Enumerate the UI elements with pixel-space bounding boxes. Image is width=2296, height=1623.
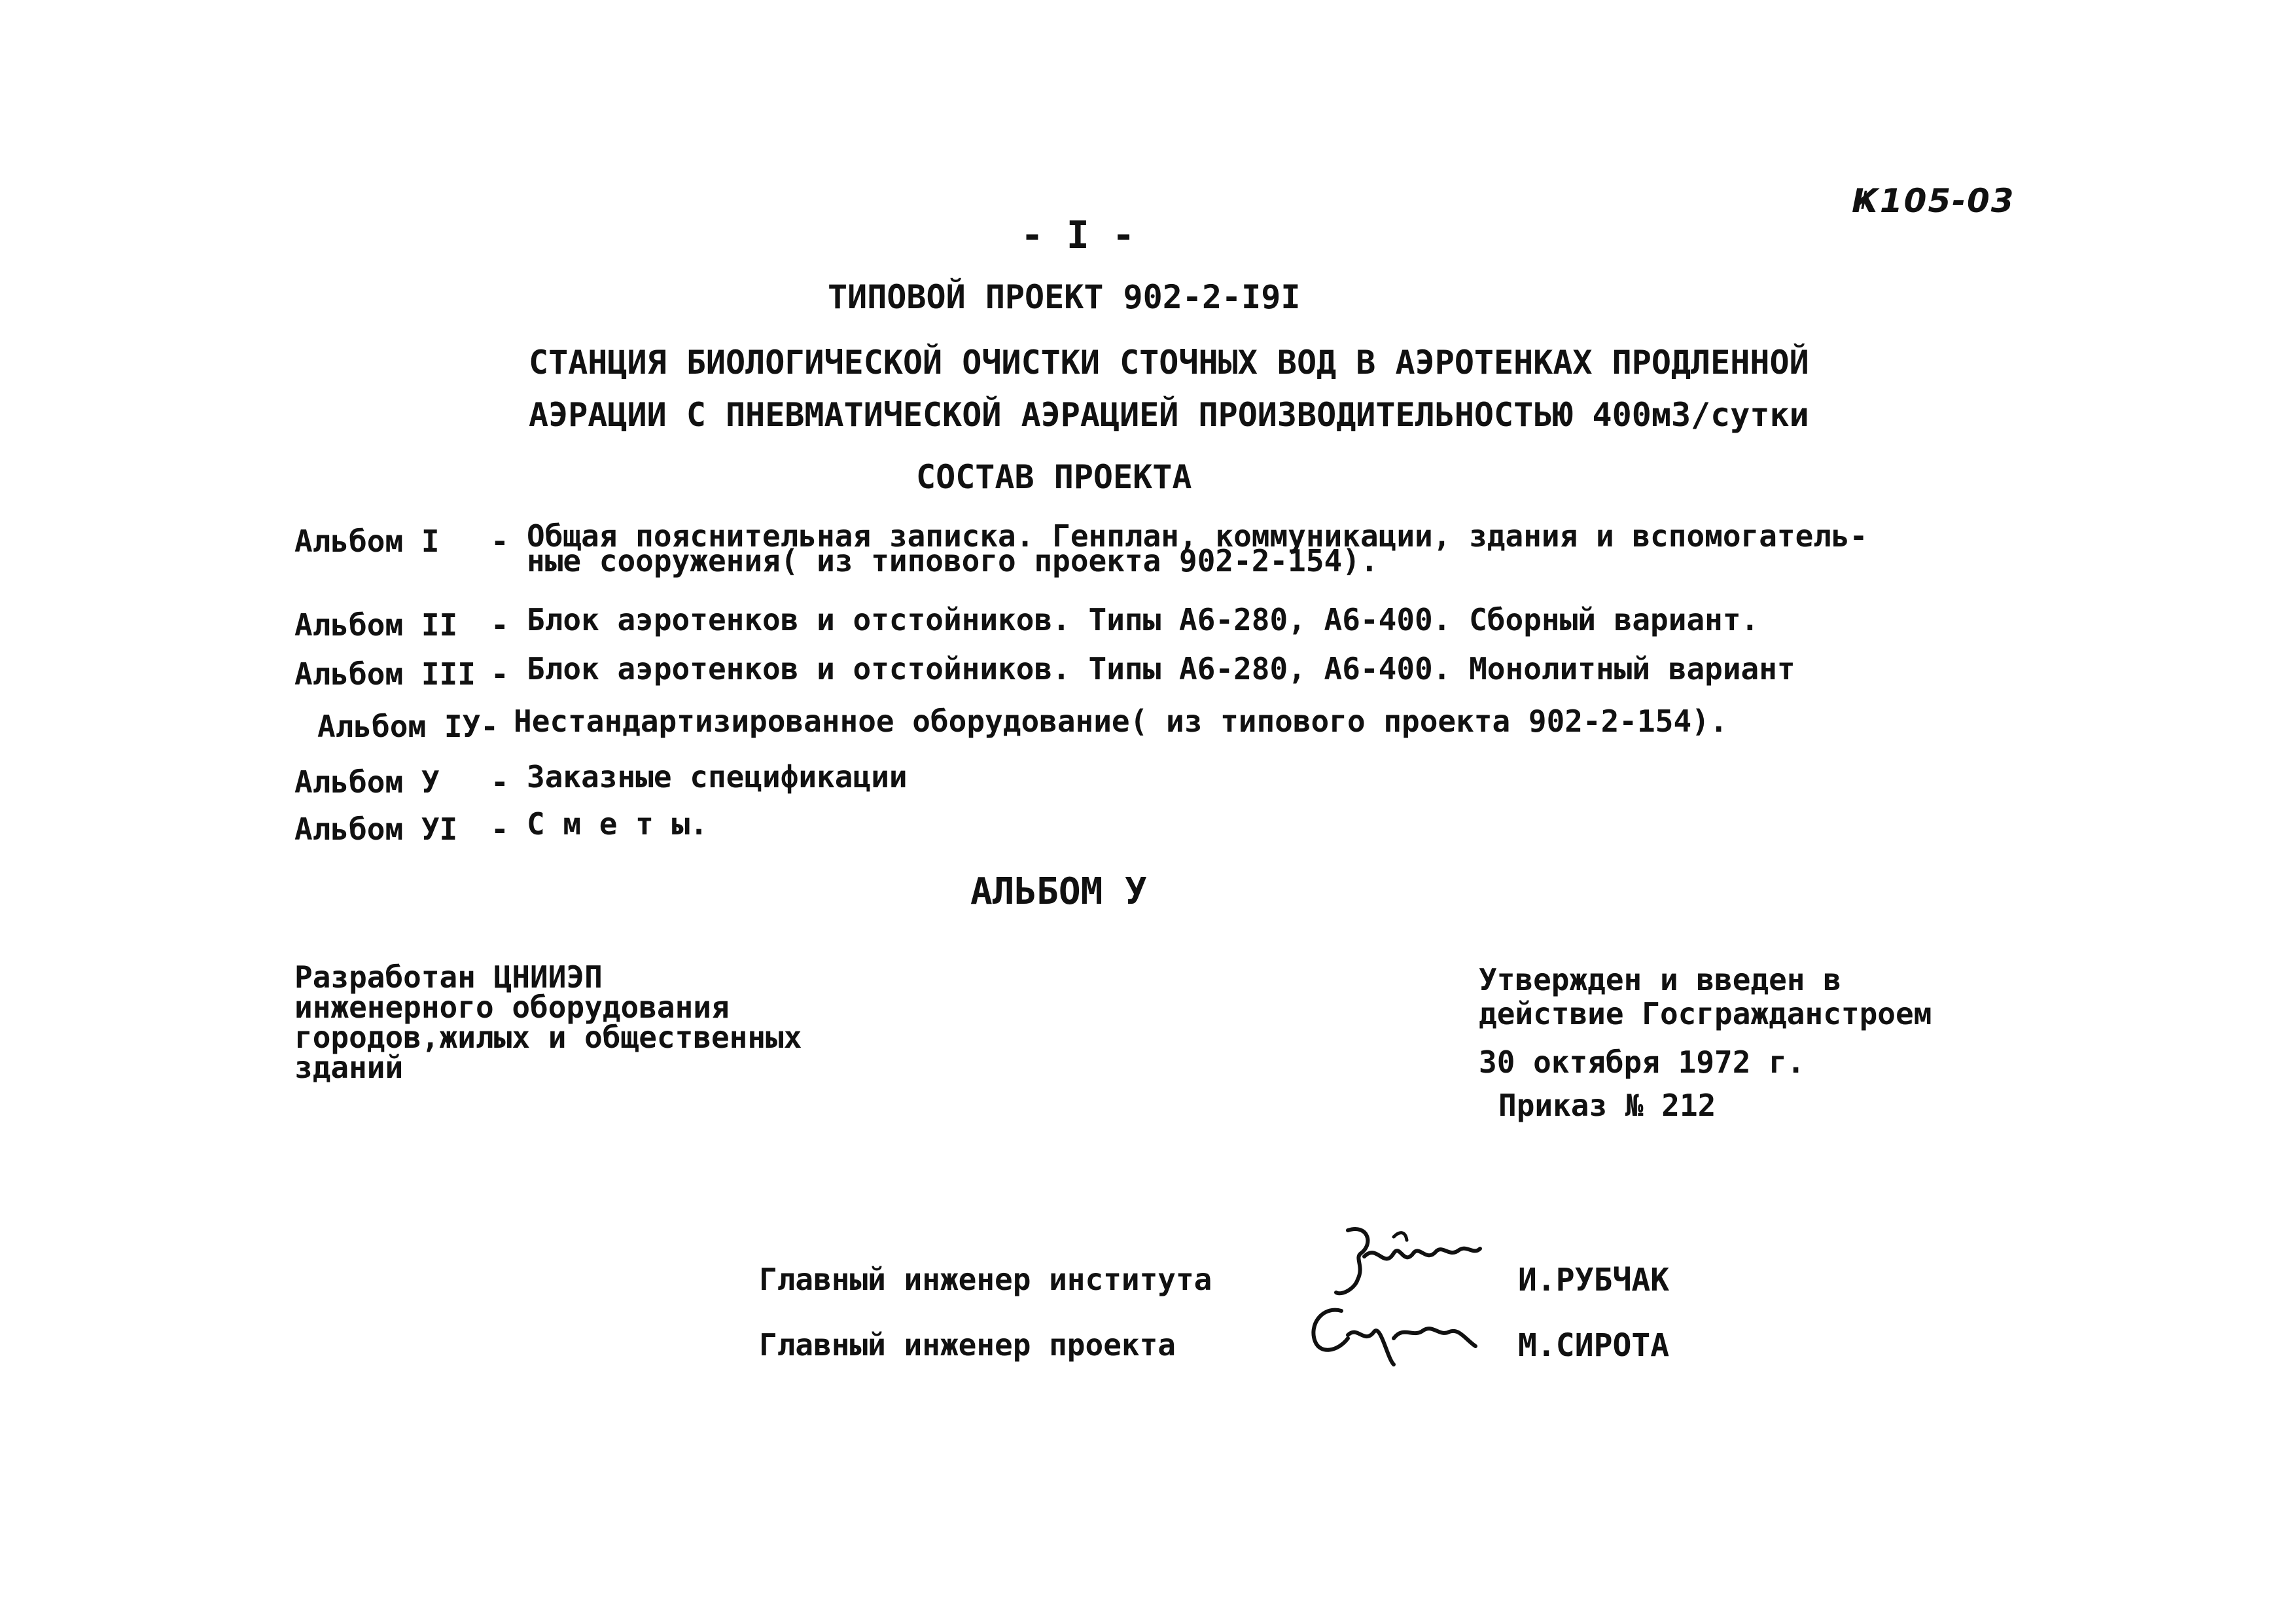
album-dash: - <box>491 524 509 559</box>
album-description: С м е т ы. <box>527 806 708 842</box>
developer-block <box>294 959 802 1085</box>
approval-order: Приказ № 212 <box>1498 1088 1716 1123</box>
album-list-item <box>294 806 708 847</box>
project-title: ТИПОВОЙ ПРОЕКТ 902-2-I9I <box>828 278 1301 316</box>
album-description: Блок аэротенков и отстойников. Типы А6-280, А6-400. Монолитный вариант <box>527 651 1795 687</box>
signature-role: Главный инженер института <box>759 1262 1212 1297</box>
album-dash: - <box>491 607 509 643</box>
album-list-item <box>294 602 1759 643</box>
album-description-line: Общая пояснительная записка. Генплан, коммуникации, здания и вспомогатель- <box>527 518 1868 554</box>
album-description: Нестандартизированное оборудование( из типового проекта 902-2-154). <box>514 704 1728 739</box>
album-label: Альбом УI <box>294 812 458 847</box>
album-description: Заказные спецификации <box>527 759 908 794</box>
album-label: Альбом II <box>294 607 458 643</box>
developer-line: зданий <box>294 1050 404 1085</box>
album-list-item <box>294 518 1868 579</box>
page-number: - I - <box>1021 213 1135 257</box>
album-label: Альбом У <box>294 764 440 800</box>
album-list-item <box>294 759 908 800</box>
album-description: Блок аэротенков и отстойников. Типы А6-280, А6-400. Сборный вариант. <box>527 602 1759 637</box>
developer-line: Разработан ЦНИИЭП <box>294 959 603 995</box>
album-label: Альбом I <box>294 524 440 559</box>
project-subject-line-1: СТАНЦИЯ БИОЛОГИЧЕСКОЙ ОЧИСТКИ СТОЧНЫХ ВОД В АЭРОТЕНКАХ ПРОДЛЕННОЙ <box>529 344 1809 382</box>
album-label: Альбом IУ- <box>317 709 499 744</box>
signature-name: М.СИРОТА <box>1518 1327 1670 1364</box>
album-list-item <box>317 704 1728 744</box>
album-dash: - <box>491 812 509 847</box>
album-heading: АЛЬБОМ У <box>970 870 1147 913</box>
approval-line: Утвержден и введен в <box>1479 962 1841 997</box>
album-list-item <box>294 651 1795 692</box>
approval-line: действие Госгражданстроем <box>1479 996 1932 1031</box>
project-subject-line-2: АЭРАЦИИ С ПНЕВМАТИЧЕСКОЙ АЭРАЦИЕЙ ПРОИЗВОДИТЕЛЬНОСТЬЮ 400м3/сутки <box>529 396 1809 434</box>
signature-role: Главный инженер проекта <box>759 1327 1176 1363</box>
approval-date: 30 октября 1972 г. <box>1479 1044 1805 1080</box>
album-description <box>527 518 1868 579</box>
album-dash: - <box>491 764 509 800</box>
handwritten-signature <box>1302 1299 1485 1371</box>
document-code: Ҝ105-03 <box>1852 182 2015 220</box>
album-dash: - <box>491 656 509 692</box>
album-label: Альбом III <box>294 656 476 692</box>
developer-line: городов,жилых и общественных <box>294 1020 802 1055</box>
signature-name: И.РУБЧАК <box>1518 1262 1670 1298</box>
approval-block <box>1479 962 1932 1122</box>
section-title: СОСТАВ ПРОЕКТА <box>916 458 1192 496</box>
developer-line: инженерного оборудования <box>294 990 730 1025</box>
handwritten-signature <box>1328 1217 1485 1302</box>
album-description-line: ные сооружения( из типового проекта 902-2-154). <box>527 543 1379 579</box>
